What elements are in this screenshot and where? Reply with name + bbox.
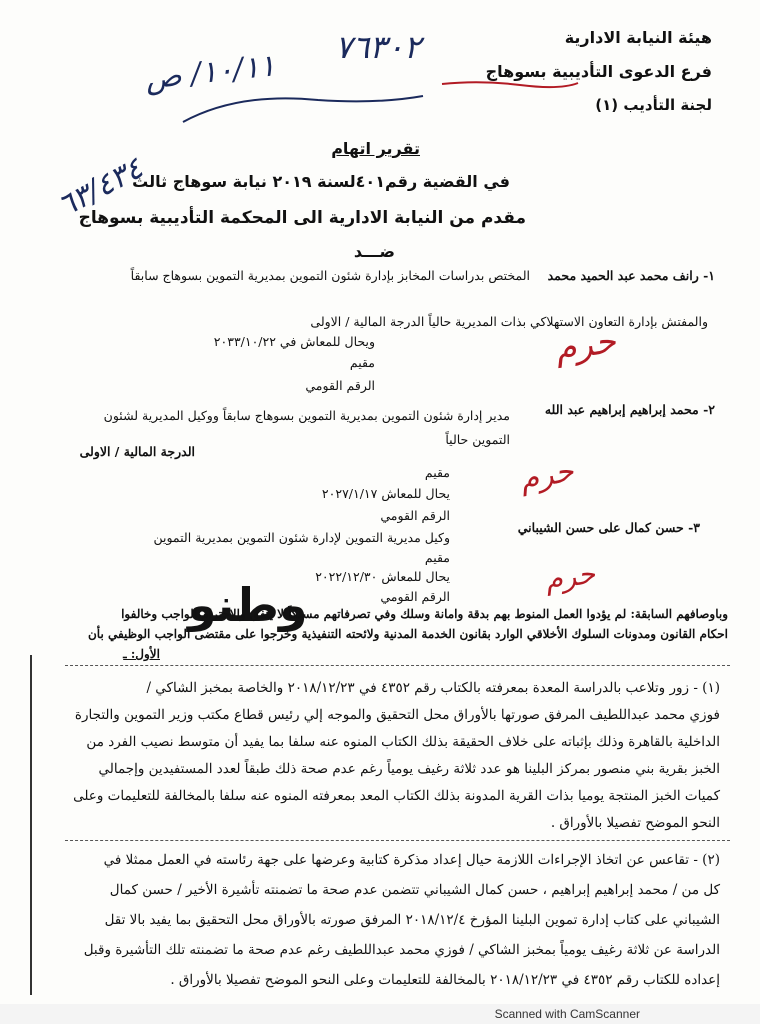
divider-line (65, 665, 730, 666)
defendant-1-line-2: والمفتش بإدارة التعاون الاستهلاكي بذات المديرية حالياً الدرجة المالية / الاولى (310, 314, 708, 329)
defendant-2-name: ٢- محمد إبراهيم إبراهيم عبد الله (544, 402, 715, 417)
header-line-3: لجنة التأديب (١) (595, 96, 712, 114)
defendant-2-line-5: يحال للمعاش ٢٠٢٧/١/١٧ (321, 486, 450, 501)
handwritten-date: ١٠/١١/ ص (143, 48, 277, 97)
defendant-1-name: ١- رانف محمد عبد الحميد محمد (547, 268, 715, 283)
handwritten-stroke (178, 82, 428, 132)
defendant-2-line-4: مقيم (424, 465, 450, 480)
defendant-2-line-3: الدرجة المالية / الاولى (79, 444, 195, 459)
para1-line-4: الخبز بقرية بني منصور بمركز البلينا هو عدد ثلاثة رغيف يومياً رغم عدم صحة ذلك طبقاً لعدد المستفيدين وإجمالي (98, 761, 720, 777)
para1-line-3: الداخلية بالقاهرة وذلك بإثباته على خلاف الحقيقة بذلك الكتاب المنوه عنه سلفا بما يفيد أن متوسط نصيب الفرد من (86, 734, 720, 750)
para1-line-2: فوزي محمد عبداللطيف المرفق صورتها بالأوراق محل التحقيق والموجه إلي رئيس قطاع مكتب وزير التموين والتجارة (74, 707, 720, 723)
para2-line-5: إعداده للكتاب رقم ٤٣٥٢ في ٢٠١٨/١٢/٢٣ بالمخالفة للتعليمات وعلى النحو الموضح تفصيلا بالأوراق . (170, 972, 720, 988)
red-handwritten-mark-3: حرم (542, 556, 598, 597)
scan-footer (0, 1004, 760, 1024)
against-label: ضـــد (353, 242, 395, 261)
submitted-line: مقدم من النيابة الادارية الى المحكمة التأديبية بسوهاج (78, 208, 526, 228)
red-handwritten-mark-2: حرم (517, 453, 577, 498)
intro-line-1: وباوصافهم السابقة: لم يؤدوا العمل المنوط بهم بدقة وامانة وسلك وفي تصرفاتهم مسلكاً لا يتفق والاحترام الواجب وخالفوا (121, 607, 728, 621)
defendant-3-line-4: الرقم القومي (380, 589, 450, 604)
para1-line-5: كميات الخبز المنتجة يوميا بذات القرية المدونة بذلك الكتاب المعد بمعرفته المنوه عنه سلفا بالمخالفة للتعليمات وعلى (73, 788, 720, 804)
para2-line-4: الدراسة عن ثلاثة رغيف يومياً بمخبز الشاكي / فوزي محمد عبداللطيف رغم عدم صحة ما تضمنته تلك التأشيرة وقبل (83, 942, 720, 958)
red-handwritten-mark-1: حرم (552, 320, 619, 370)
defendant-1-line-1: المختص بدراسات المخابز بإدارة شئون التموين بمديرية التموين بسوهاج سابقاً (130, 268, 530, 283)
header-line-2: فرع الدعوى التأديبية بسوهاج (485, 62, 712, 81)
defendant-3-name: ٣- حسن كمال على حسن الشيباني (517, 520, 700, 535)
red-underline-mark (440, 78, 580, 92)
defendant-2-line-6: الرقم القومي (380, 508, 450, 523)
defendant-3-line-2: مقيم (424, 550, 450, 565)
divider-line (65, 840, 730, 841)
para1-line-1: (١) - زور وتلاعب بالدراسة المعدة بمعرفته بالكتاب رقم ٤٣٥٢ في ٢٠١٨/١٢/٢٣ والخاصة بمخبز الشاكي / (146, 680, 720, 696)
defendant-1-line-3: ويحال للمعاش في ٢٠٣٣/١٠/٢٢ (213, 334, 375, 349)
case-line: في القضية رقم٤٠١لسنة ٢٠١٩ نيابة سوهاج ثالث (132, 172, 510, 191)
defendant-3-line-1: وكيل مديرية التموين لإدارة شئون التموين بمديرية التموين (153, 530, 450, 545)
watermark-logo: وطنو (188, 578, 308, 632)
defendant-1-line-5: الرقم القومي (305, 378, 375, 393)
defendant-2-line-1: مدير إدارة شئون التموين بمديرية التموين بسوهاج سابقاً ووكيل المديرية لشئون (103, 408, 510, 423)
defendant-3-line-3: يحال للمعاش ٢٠٢٢/١٢/٣٠ (315, 569, 450, 584)
defendant-2-line-2: التموين حالياً (445, 432, 510, 447)
report-title: تقرير اتهام (331, 139, 420, 158)
handwritten-number: ٧٦٣٠٢ (335, 28, 421, 66)
margin-line (30, 655, 32, 995)
camscanner-label: Scanned with CamScanner (494, 1007, 640, 1021)
first-defendant-label: الأول: ـ (123, 647, 160, 661)
intro-line-2: احكام القانون ومدونات السلوك الأخلاقي الوارد بقانون الخدمة المدنية ولائحته التنفيذية وخرجوا على مقتضى الواجب الوظيفي بأن (87, 627, 728, 641)
handwritten-side-note: ٦٣/٤٣٤ (52, 150, 149, 225)
para2-line-2: كل من / محمد إبراهيم إبراهيم ، حسن كمال الشيباني تتضمن عدم صحة ما تضمنته تأشيرة الأخير / حسن كمال (109, 882, 720, 898)
header-line-1: هيئة النيابة الادارية (564, 28, 712, 47)
para2-line-1: (٢) - تقاعس عن اتخاذ الإجراءات اللازمة حيال إعداد مذكرة كتابية وعرضها على جهة رئاسته في العمل ممثلا في (103, 852, 720, 868)
para2-line-3: الشيباني على كتاب إدارة تموين البلينا المؤرخ ٢٠١٨/١٢/٤ المرفق صورته بالأوراق محل التحقيق بما يفيد بالا تقل (104, 912, 720, 928)
para1-line-6: النحو الموضح تفصيلا بالأوراق . (550, 815, 720, 831)
defendant-1-line-4: مقيم (349, 355, 375, 370)
